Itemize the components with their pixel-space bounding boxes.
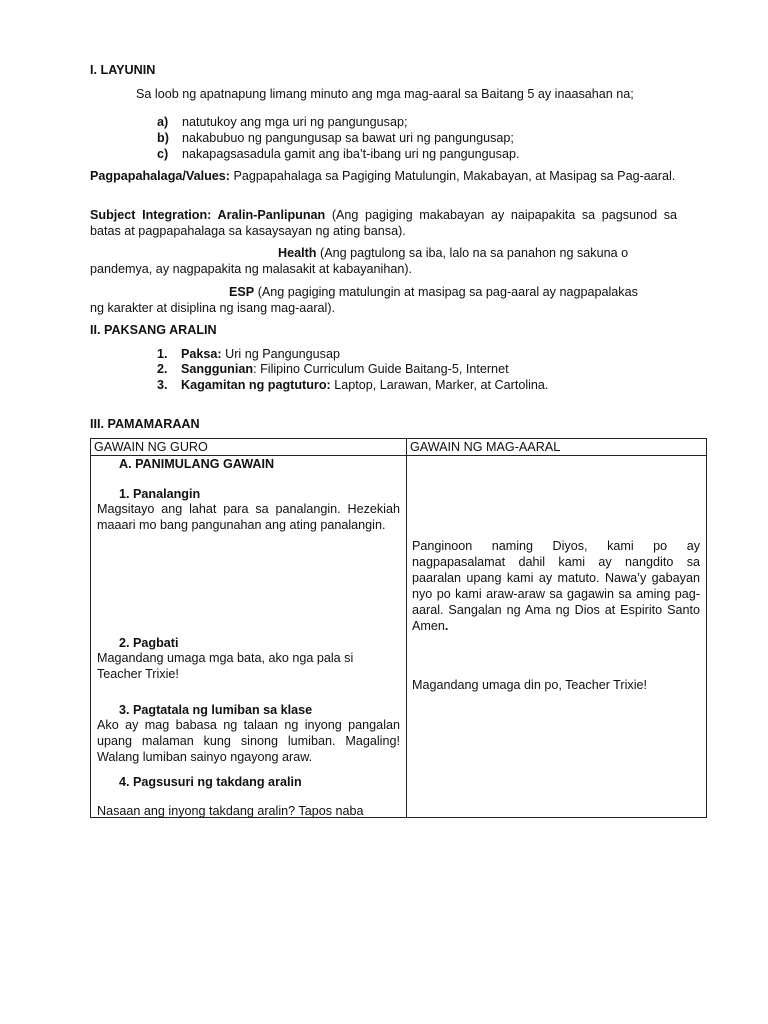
- item-text: Uri ng Pangungusap: [221, 347, 340, 361]
- step-4-title: 4. Pagsusuri ng takdang aralin: [119, 775, 302, 789]
- values-text: Pagpapahalaga sa Pagiging Matulungin, Makabayan, at Masipag sa Pag-aaral.: [230, 169, 676, 183]
- teacher-activities-cell: [91, 456, 407, 818]
- item-number: 1.: [157, 347, 168, 361]
- section-heading-paksang-aralin: II. PAKSANG ARALIN: [90, 323, 217, 337]
- item-text: Laptop, Larawan, Marker, at Cartolina.: [330, 378, 549, 392]
- objective-text: nakapagsasadula gamit ang iba’t-ibang uri ng pangungusap.: [182, 147, 520, 161]
- step-3-title: 3. Pagtatala ng lumiban sa klase: [119, 703, 313, 717]
- values-paragraph: [90, 168, 677, 184]
- step-2-title: 2. Pagbati: [119, 636, 179, 650]
- paksa-item: [157, 346, 340, 362]
- item-number: 2.: [157, 362, 168, 376]
- esp-label: ESP: [229, 285, 255, 299]
- health-line-2: pandemya, ay nagpapakita ng malasakit at kabayanihan).: [90, 262, 413, 276]
- student-greeting: Magandang umaga din po, Teacher Trixie!: [412, 678, 648, 692]
- objective-marker: b): [157, 131, 169, 145]
- objective-marker: c): [157, 147, 169, 161]
- objective-text: nakabubuo ng pangungusap sa bawat uri ng pangungusap;: [182, 131, 514, 145]
- step-4-text: Nasaan ang inyong takdang aralin? Tapos naba: [97, 804, 364, 818]
- esp-line-2: ng karakter at disiplina ng isang mag-aaral).: [90, 301, 336, 315]
- objective-text: natutukoy ang mga uri ng pangungusap;: [182, 115, 408, 129]
- item-label: Sanggunian: [181, 362, 254, 376]
- esp-text: (Ang pagiging matulungin at masipag sa pag-aaral ay nagpapalakas: [254, 285, 638, 299]
- integration-label: Subject Integration: Aralin-Panlipunan: [90, 208, 326, 222]
- layunin-intro: Sa loob ng apatnapung limang minuto ang mga mag-aaral sa Baitang 5 ay inaasahan na;: [136, 87, 634, 101]
- section-a-title: A. PANIMULANG GAWAIN: [119, 457, 275, 471]
- item-number: 3.: [157, 378, 168, 392]
- step-2-text: Magandang umaga mga bata, ako nga pala si Teacher Trixie!: [97, 651, 354, 681]
- student-prayer-text: Panginoon naming Diyos, kami po ay nagpapasalamat dahil kami ay nangdito sa paaralan upang kami ay matuto. Nawa’y gabayan nyo po kami araw-araw sa gagawin sa aming pag-aaral. Sangalan ng Ama ng Dios at Espirito Santo Amen: [412, 539, 700, 633]
- integration-paragraph: [90, 207, 677, 239]
- step-3-text: Ako ay mag babasa ng talaan ng inyong pangalan upang malaman kung sinong lumiban. Magaling! Walang lumiban sainyo ngayong araw.: [97, 718, 400, 764]
- objective-a: [157, 114, 407, 130]
- objective-c: [157, 146, 520, 162]
- kagamitan-item: [157, 377, 548, 393]
- step-1-title: 1. Panalangin: [119, 487, 201, 501]
- health-line: [278, 245, 628, 261]
- student-activities-cell: [407, 456, 707, 818]
- values-label: Pagpapahalaga/Values:: [90, 169, 230, 183]
- sanggunian-item: [157, 361, 509, 377]
- section-heading-layunin: I. LAYUNIN: [90, 63, 156, 77]
- student-prayer-period: .: [444, 619, 449, 633]
- item-text: : Filipino Curriculum Guide Baitang-5, Internet: [253, 362, 509, 376]
- step-1-text: Magsitayo ang lahat para sa panalangin. Hezekiah maaari mo bang pangunahan ang ating panalangin.: [97, 502, 400, 532]
- integration-text: (Ang pagiging makabayan ay naipapakita sa pagsunod sa batas at pagpapahalaga sa kasaysayan ng ating bansa).: [90, 208, 677, 238]
- item-label: Kagamitan ng pagtuturo:: [181, 378, 331, 392]
- section-heading-pamamaraan: III. PAMAMARAAN: [90, 417, 200, 431]
- health-text: (Ang pagtulong sa iba, lalo na sa panahon ng sakuna o: [316, 246, 629, 260]
- procedure-table: [90, 438, 707, 818]
- student-prayer: [412, 538, 700, 634]
- column-header-guro: GAWAIN NG GURO: [91, 439, 407, 456]
- esp-line: [229, 284, 638, 300]
- objective-b: [157, 130, 514, 146]
- objective-marker: a): [157, 115, 169, 129]
- column-header-mag-aaral: GAWAIN NG MAG-AARAL: [407, 439, 707, 456]
- health-label: Health: [278, 246, 317, 260]
- item-label: Paksa:: [181, 347, 222, 361]
